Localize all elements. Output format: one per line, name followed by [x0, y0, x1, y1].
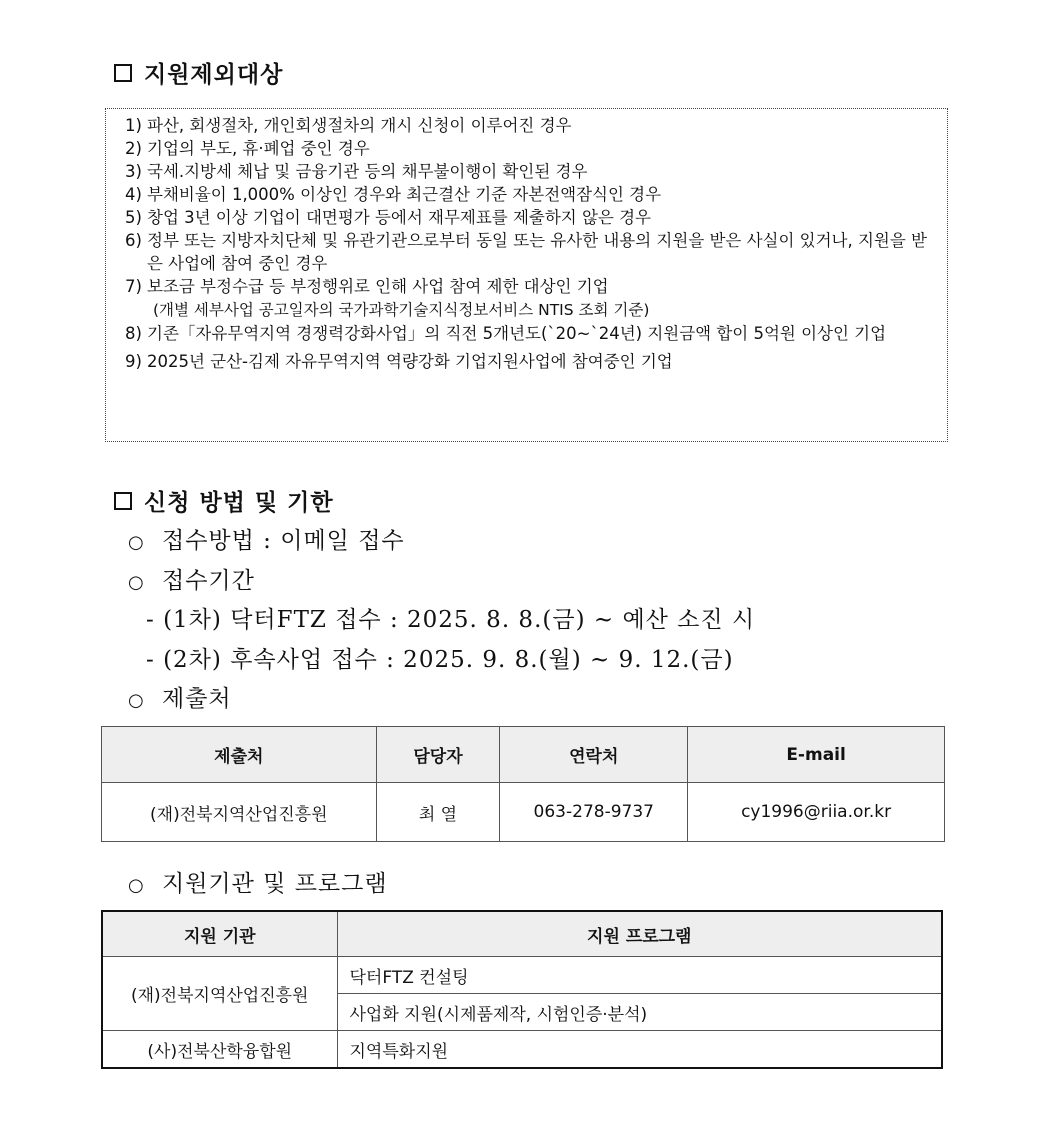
list-item-text: 보조금 부정수급 등 부정행위로 인해 사업 참여 제한 대상인 기업 — [147, 277, 609, 296]
table-header: 담당자 — [376, 727, 500, 783]
table-cell: 지역특화지원 — [337, 1031, 942, 1069]
table-header: 지원 프로그램 — [337, 911, 942, 957]
circle-bullet-icon: ○ — [128, 572, 145, 593]
table-cell: 닥터FTZ 컨설팅 — [337, 957, 942, 994]
table-cell: (재)전북지역산업진흥원 — [102, 957, 337, 1031]
circle-bullet-icon: ○ — [128, 875, 145, 896]
exclusion-list-box — [105, 108, 948, 442]
list-item: 3) 국세.지방세 체납 및 금융기관 등의 채무불이행이 확인된 경우 — [125, 162, 588, 181]
table-header: 지원 기관 — [102, 911, 337, 957]
table-cell: (사)전북산학융합원 — [102, 1031, 337, 1069]
table-cell: 사업화 지원(시제품제작, 시험인증·분석) — [337, 994, 942, 1031]
program-table — [101, 910, 943, 1069]
list-item: 8) 기존「자유무역지역 경쟁력강화사업」의 직전 5개년도(`20~`24년) 지원금액 합이 5억원 이상인 기업 — [125, 324, 887, 343]
application-period-2: - (2차) 후속사업 접수 : 2025. 9. 8.(월) ~ 9. 12.(금) — [146, 647, 734, 673]
section-title-exclusions — [114, 56, 283, 89]
table-row — [102, 957, 942, 994]
table-row — [102, 783, 945, 842]
list-item-note: (개별 세부사업 공고일자의 국가과학기술지식정보서비스 NTIS 조회 기준) — [153, 301, 650, 319]
table-row — [102, 1031, 942, 1069]
table-header: 제출처 — [102, 727, 377, 783]
circle-bullet-icon: ○ — [128, 690, 145, 711]
list-item: 5) 창업 3년 이상 기업이 대면평가 등에서 재무제표를 제출하지 않은 경우 — [125, 208, 651, 227]
table-header-row — [102, 727, 945, 783]
list-item: 1) 파산, 회생절차, 개인회생절차의 개시 신청이 이루어진 경우 — [125, 116, 572, 135]
table-cell: 063-278-9737 — [500, 783, 688, 842]
program-label: ○ 지원기관 및 프로그램 — [128, 871, 388, 897]
table-header: 연락처 — [500, 727, 688, 783]
checkbox-square-icon — [114, 64, 132, 82]
list-item: 4) 부채비율이 1,000% 이상인 경우와 최근결산 기준 자본전액잠식인 경우 — [125, 185, 662, 204]
table-header: E-mail — [688, 727, 945, 783]
list-item: 7) 보조금 부정수급 등 부정행위로 인해 사업 참여 제한 대상인 기업 (개별 세부사업 공고일자의 국가과학기술지식정보서비스 NTIS 조회 기준) — [125, 277, 650, 319]
submission-label: ○ 제출처 — [128, 686, 232, 712]
email-cell: cy1996@riia.or.kr — [688, 783, 945, 842]
list-item: 6) 정부 또는 지방자치단체 및 유관기관으로부터 동일 또는 유사한 내용의 지원을 받은 사실이 있거나, 지원을 받은 사업에 참여 중인 경우 — [125, 231, 927, 273]
section-title-text: 지원제외대상 — [144, 61, 284, 88]
section-title-text: 신청 방법 및 기한 — [144, 489, 334, 516]
circle-bullet-icon: ○ — [128, 532, 145, 553]
contact-table — [101, 726, 945, 842]
application-period-label: ○ 접수기간 — [128, 568, 255, 594]
section-title-application — [114, 484, 334, 517]
table-cell: (재)전북지역산업진흥원 — [102, 783, 377, 842]
checkbox-square-icon — [114, 492, 132, 510]
list-item: 2) 기업의 부도, 휴·폐업 중인 경우 — [125, 139, 370, 158]
table-cell: 최 열 — [376, 783, 500, 842]
application-period-1: - (1차) 닥터FTZ 접수 : 2025. 8. 8.(금) ~ 예산 소진 시 — [146, 607, 756, 633]
list-item: 9) 2025년 군산-김제 자유무역지역 역량강화 기업지원사업에 참여중인 기업 — [125, 352, 673, 371]
application-method: ○ 접수방법 : 이메일 접수 — [128, 528, 405, 554]
table-header-row — [102, 911, 942, 957]
